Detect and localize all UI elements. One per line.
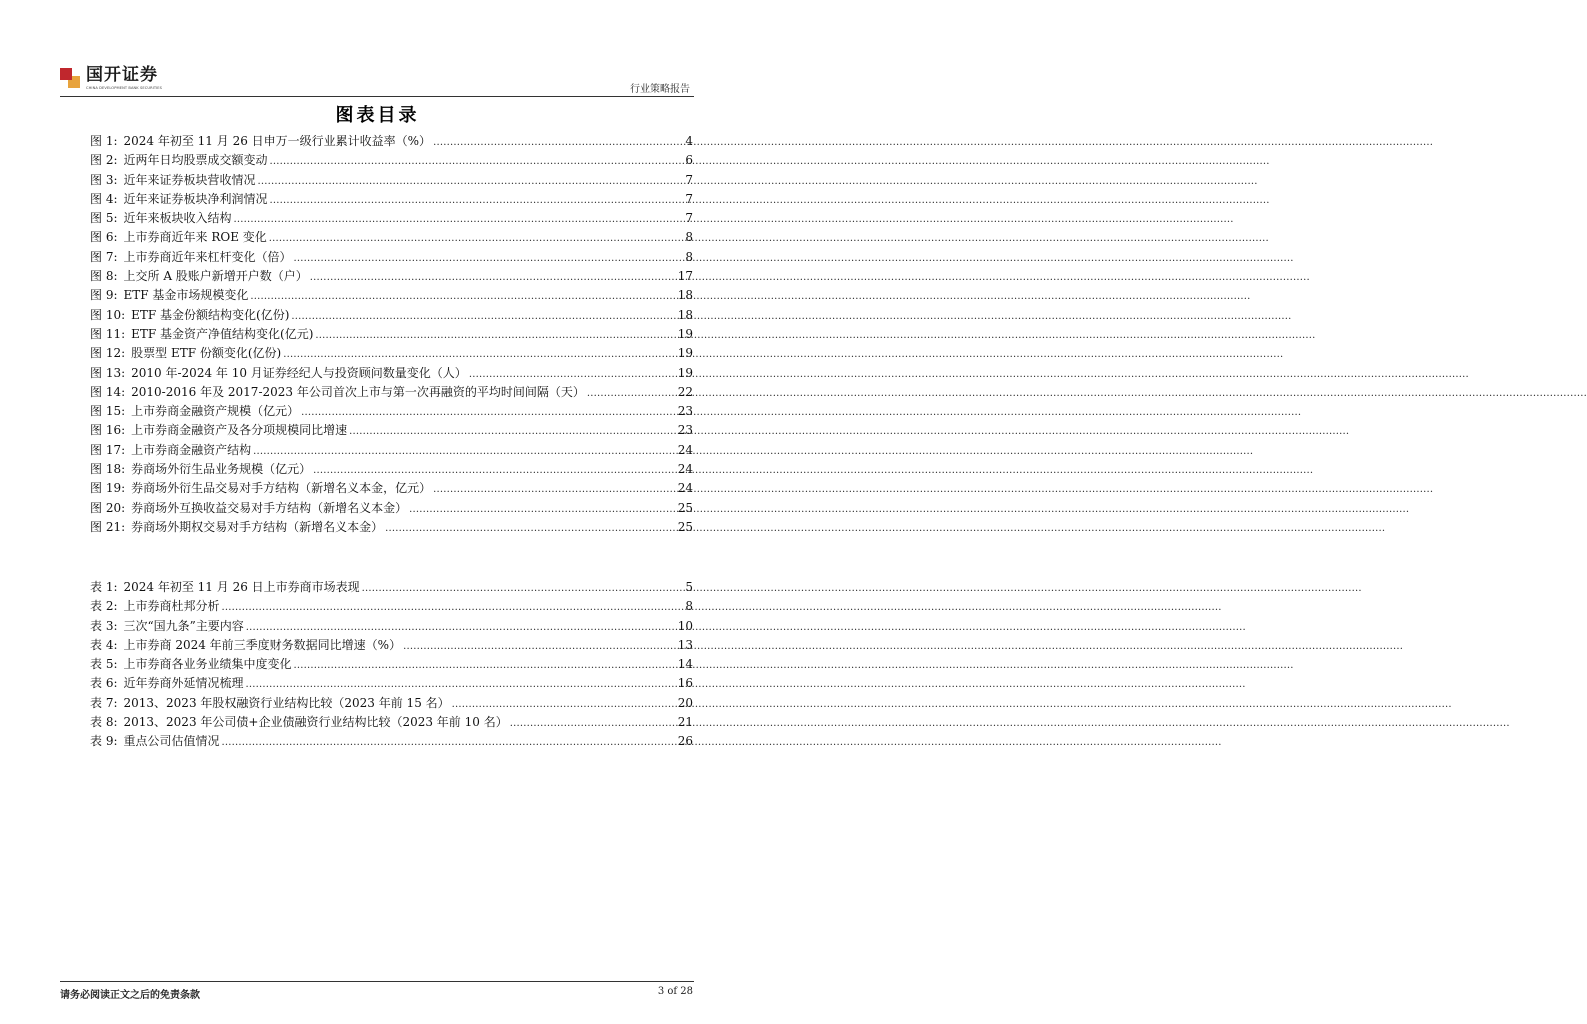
- figure-title: 2010-2016 年及 2017-2023 年公司首次上市与第一次再融资的平均时间间隔（天）: [131, 384, 585, 399]
- figure-page-number: 24: [677, 442, 693, 457]
- table-label: 表 7:: [90, 695, 118, 710]
- table-title: 重点公司估值情况: [123, 734, 220, 749]
- table-entry[interactable]: [90, 597, 693, 616]
- table-title: 2013、2023 年股权融资行业结构比较（2023 年前 15 名）: [123, 695, 450, 710]
- table-list: [90, 578, 693, 752]
- figure-page-number: 22: [677, 384, 693, 399]
- dot-leader: [349, 426, 676, 437]
- figure-label: 图 19:: [90, 481, 126, 496]
- table-entry[interactable]: [90, 674, 693, 693]
- figure-label: 图 10:: [90, 307, 126, 322]
- figure-entry[interactable]: [90, 364, 693, 383]
- figure-label: 图 1:: [90, 134, 118, 148]
- table-entry[interactable]: [90, 636, 693, 655]
- figure-page-number: 17: [677, 269, 693, 284]
- figure-label: 图 20:: [90, 500, 126, 515]
- dot-leader: [246, 622, 676, 633]
- figure-entry[interactable]: [90, 499, 693, 518]
- table-label: 表 3:: [90, 618, 118, 633]
- table-entry[interactable]: [90, 617, 693, 636]
- figure-title: 近年来板块收入结构: [123, 211, 232, 226]
- figure-title: 近两年日均股票成交额变动: [123, 153, 268, 168]
- figure-entry[interactable]: [90, 518, 693, 537]
- figure-page-number: 25: [677, 500, 693, 515]
- figure-title: ETF 基金份额结构变化(亿份): [131, 307, 290, 322]
- figure-page-number: 25: [677, 519, 693, 534]
- figure-title: ETF 基金市场规模变化: [123, 288, 249, 303]
- table-label: 表 8:: [90, 715, 118, 730]
- table-page-number: 16: [677, 676, 693, 691]
- figure-label: 图 3:: [90, 172, 118, 187]
- figure-label: 图 7:: [90, 249, 118, 264]
- table-page-number: 14: [677, 657, 693, 672]
- dot-leader: [234, 214, 684, 225]
- table-label: 表 4:: [90, 637, 118, 652]
- brand-logo: [60, 66, 162, 96]
- figure-entry[interactable]: [90, 248, 693, 267]
- table-entry[interactable]: [90, 713, 693, 732]
- table-title: 上市券商杜邦分析: [123, 599, 220, 614]
- figure-label: 图 9:: [90, 288, 118, 303]
- logo-english-name: CHINA DEVELOPMENT BANK SECURITIES: [86, 86, 163, 90]
- figure-label: 图 18:: [90, 462, 126, 477]
- dot-leader: [587, 388, 676, 399]
- figure-entry[interactable]: [90, 344, 693, 363]
- figure-page-number: 18: [677, 307, 693, 322]
- figure-label: 图 5:: [90, 211, 118, 226]
- dot-leader: [270, 195, 684, 206]
- table-page-number: 10: [677, 618, 693, 633]
- figure-label: 图 6:: [90, 230, 118, 245]
- figure-entry[interactable]: [90, 460, 693, 479]
- figure-list: [90, 132, 693, 537]
- logo-mark-icon: [60, 68, 80, 88]
- dot-leader: [294, 660, 676, 671]
- report-type: 行业策略报告: [630, 84, 690, 95]
- dot-leader: [310, 272, 676, 283]
- table-title: 上市券商各业务业绩集中度变化: [123, 657, 292, 672]
- dot-leader: [269, 233, 684, 244]
- figure-title: 2010 年-2024 年 10 月证券经纪人与投资顾问数量变化（人）: [131, 365, 467, 380]
- table-label: 表 2:: [90, 599, 118, 614]
- table-entry[interactable]: [90, 578, 693, 597]
- table-label: 表 6:: [90, 676, 118, 691]
- figure-page-number: 23: [677, 423, 693, 438]
- table-page-number: 13: [677, 637, 693, 652]
- table-title: 2013、2023 年公司债+企业债融资行业结构比较（2023 年前 10 名）: [123, 715, 508, 730]
- table-label: 表 5:: [90, 657, 118, 672]
- figure-title: 券商场外互换收益交易对手方结构（新增名义本金）: [131, 500, 408, 515]
- figure-title: 上市券商金融资产及各分项规模同比增速: [131, 423, 348, 438]
- figure-entry[interactable]: [90, 228, 693, 247]
- figure-title: 上市券商近年来 ROE 变化: [123, 230, 267, 245]
- figure-label: 图 13:: [90, 365, 126, 380]
- figure-entry[interactable]: [90, 306, 693, 325]
- figure-label: 图 16:: [90, 423, 126, 438]
- dot-leader: [362, 583, 684, 594]
- figure-entry[interactable]: [90, 383, 693, 402]
- figure-entry[interactable]: [90, 286, 693, 305]
- figure-title: 上市券商金融资产规模（亿元）: [131, 404, 300, 419]
- figure-label: 图 21:: [90, 519, 126, 534]
- figure-title: 券商场外衍生品交易对手方结构（新增名义本金，亿元）: [131, 481, 432, 496]
- figure-title: 近年来证券板块净利润情况: [123, 191, 268, 206]
- logo-name: 国开证券: [86, 65, 158, 85]
- header-divider: [60, 96, 694, 97]
- figure-title: 近年来证券板块营收情况: [123, 172, 256, 187]
- figure-label: 图 14:: [90, 384, 126, 399]
- figure-entry[interactable]: [90, 190, 693, 209]
- dot-leader: [433, 137, 683, 148]
- figure-page-number: 19: [677, 365, 693, 380]
- dot-leader: [433, 484, 676, 495]
- figure-entry[interactable]: [90, 479, 693, 498]
- table-entry[interactable]: [90, 694, 693, 713]
- figure-label: 图 4:: [90, 191, 118, 206]
- table-title: 2024 年初至 11 月 26 日上市券商市场表现: [123, 580, 360, 594]
- table-page-number: 8: [685, 599, 693, 614]
- dot-leader: [283, 349, 675, 360]
- figure-title: 券商场外期权交易对手方结构（新增名义本金）: [131, 519, 384, 534]
- figure-title: 券商场外衍生品业务规模（亿元）: [131, 462, 312, 477]
- table-title: 近年券商外延情况梳理: [123, 676, 244, 691]
- figure-entry[interactable]: [90, 132, 693, 151]
- figure-entry[interactable]: [90, 209, 693, 228]
- table-page-number: 26: [677, 734, 693, 749]
- figure-entry[interactable]: [90, 421, 693, 440]
- figure-entry[interactable]: [90, 325, 693, 344]
- figure-page-number: 18: [677, 288, 693, 303]
- dot-leader: [294, 253, 684, 264]
- figure-entry[interactable]: [90, 151, 693, 170]
- dot-leader: [385, 523, 676, 534]
- table-page-number: 5: [685, 580, 693, 594]
- table-title: 上市券商 2024 年前三季度财务数据同比增速（%）: [123, 637, 402, 652]
- dot-leader: [452, 699, 676, 710]
- figure-page-number: 7: [685, 191, 693, 206]
- figure-title: ETF 基金资产净值结构变化(亿元): [131, 326, 314, 341]
- figure-page-number: 24: [677, 462, 693, 477]
- dot-leader: [250, 291, 675, 302]
- figure-title: 上市券商近年来杠杆变化（倍）: [123, 249, 292, 264]
- figure-page-number: 8: [685, 230, 693, 245]
- dot-leader: [222, 602, 684, 613]
- figure-page-number: 19: [677, 346, 693, 361]
- dot-leader: [403, 641, 676, 652]
- figure-title: 股票型 ETF 份额变化(亿份): [131, 346, 282, 361]
- dot-leader: [510, 718, 676, 729]
- figure-page-number: 23: [677, 404, 693, 419]
- table-entry[interactable]: [90, 732, 693, 751]
- table-label: 表 9:: [90, 734, 118, 749]
- table-entry[interactable]: [90, 655, 693, 674]
- table-page-number: 20: [677, 695, 693, 710]
- figure-page-number: 4: [685, 134, 693, 148]
- figure-entry[interactable]: [90, 402, 693, 421]
- table-label: 表 1:: [90, 580, 118, 594]
- figure-page-number: 6: [685, 153, 693, 168]
- figure-title: 上交所 A 股账户新增开户数（户）: [123, 269, 308, 284]
- figure-entry[interactable]: [90, 171, 693, 190]
- dot-leader: [315, 330, 675, 341]
- figure-label: 图 17:: [90, 442, 126, 457]
- dot-leader: [270, 156, 684, 167]
- figure-label: 图 8:: [90, 269, 118, 284]
- dot-leader: [291, 311, 675, 322]
- figure-entry[interactable]: [90, 441, 693, 460]
- dot-leader: [222, 737, 676, 748]
- figure-page-number: 19: [677, 326, 693, 341]
- figure-title: 上市券商金融资产结构: [131, 442, 252, 457]
- dot-leader: [313, 465, 676, 476]
- table-title: 三次“国九条”主要内容: [123, 618, 244, 633]
- dot-leader: [409, 504, 676, 515]
- dot-leader: [253, 446, 676, 457]
- disclaimer-notice: 请务必阅读正文之后的免责条款: [60, 990, 200, 1001]
- figure-label: 图 2:: [90, 153, 118, 168]
- dot-leader: [301, 407, 676, 418]
- figure-title: 2024 年初至 11 月 26 日申万一级行业累计收益率（%）: [123, 134, 432, 148]
- dot-leader: [258, 176, 684, 187]
- figure-label: 图 15:: [90, 404, 126, 419]
- figure-label: 图 11:: [90, 326, 126, 341]
- dot-leader: [469, 369, 676, 380]
- toc-title: 图表目录: [335, 105, 420, 126]
- page-header: [60, 66, 694, 96]
- figure-entry[interactable]: [90, 267, 693, 286]
- table-page-number: 21: [677, 715, 693, 730]
- figure-label: 图 12:: [90, 346, 126, 361]
- figure-page-number: 24: [677, 481, 693, 496]
- dot-leader: [246, 679, 676, 690]
- figure-page-number: 7: [685, 172, 693, 187]
- figure-page-number: 8: [685, 249, 693, 264]
- page-indicator: 3 of 28: [657, 986, 693, 997]
- footer-divider: [60, 981, 694, 982]
- figure-page-number: 7: [685, 211, 693, 226]
